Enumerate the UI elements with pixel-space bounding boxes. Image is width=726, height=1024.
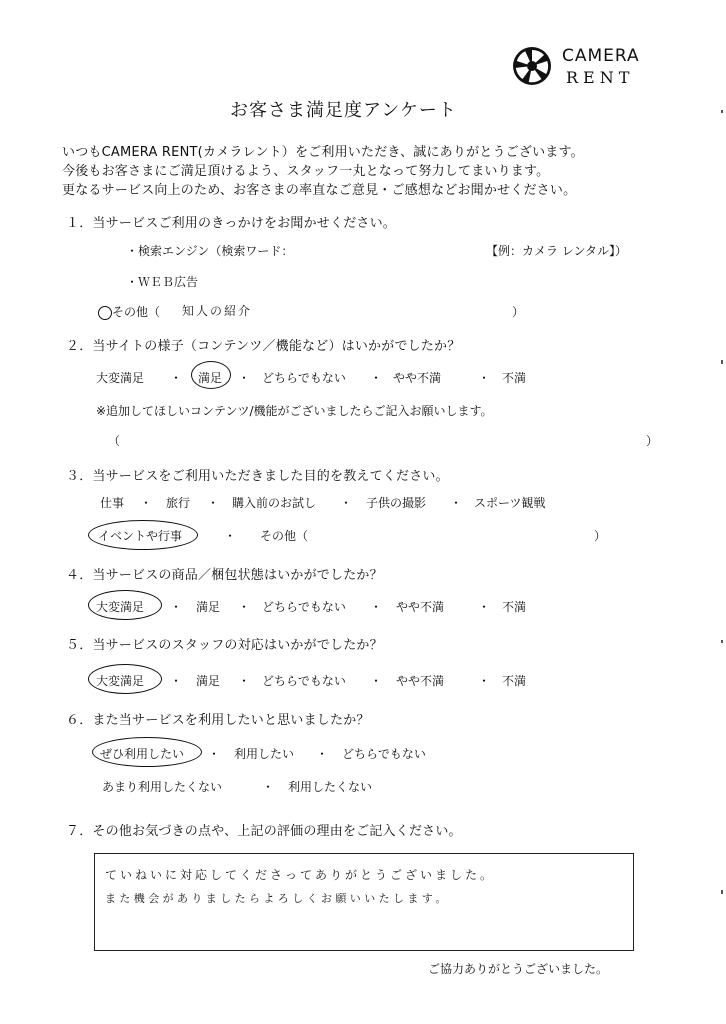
q4-option-satisfied[interactable]: 満足: [196, 600, 221, 614]
q5-option-neutral[interactable]: どちらでもない: [262, 674, 346, 688]
q1-option-search[interactable]: ・検索エンジン（検索ワード：: [126, 244, 294, 258]
camera-aperture-icon: [512, 46, 552, 86]
q1-other-mark: [98, 306, 112, 320]
q3-option-travel[interactable]: 旅行: [166, 496, 191, 510]
comment-box[interactable]: [94, 853, 634, 951]
q2-close-bracket: ）: [646, 434, 659, 448]
q3-option-trial[interactable]: 購入前のお試し: [232, 496, 317, 510]
q1-other-close: ）: [512, 305, 525, 319]
q2-label: ２．当サイトの様子（コンテンツ／機能など）はいかがでしたか？: [66, 339, 461, 354]
q3-option-events[interactable]: イベントや行事: [98, 529, 183, 543]
q7-label: ７．その他お気づきの点や、上記の評価の理由をご記入ください。: [66, 824, 462, 839]
q5-option-very-satisfied[interactable]: 大変満足: [96, 674, 145, 688]
intro-line-3: 更なるサービス向上のため、お客さまの率直なご意見・ご感想などお聞かせください。: [62, 183, 577, 198]
q3-label: ３．当サービスをご利用いただきました目的を教えてください。: [66, 469, 449, 484]
q2-option-satisfied[interactable]: 満足: [198, 371, 223, 385]
scan-artifact: [721, 640, 723, 643]
q4-option-very-satisfied[interactable]: 大変満足: [96, 600, 145, 614]
q6-option-yes[interactable]: 利用したい: [234, 747, 295, 761]
comment-line-2: また機会がありましたらよろしくお願いいたします。: [105, 892, 450, 905]
q4-option-dissatisfied[interactable]: 不満: [502, 600, 527, 614]
intro-line-2: 今後もお客さまにご満足頂けるよう、スタッフ一丸となって努力してまいります。: [62, 164, 550, 179]
q1-option-other[interactable]: その他（: [112, 305, 161, 319]
intro-line-1: いつもCAMERA RENT(カメラレント）をご利用いただき、誠にありがとうございます。: [62, 145, 584, 160]
q5-option-dissatisfied[interactable]: 不満: [502, 674, 527, 688]
scan-artifact: [721, 110, 723, 113]
comment-line-1: ていねいに対応してくださってありがとうございました。: [105, 868, 496, 882]
q4-option-neutral[interactable]: どちらでもない: [262, 600, 346, 614]
q6-option-not-really[interactable]: あまり利用したくない: [102, 780, 223, 794]
scan-artifact: [721, 890, 723, 894]
page-title: お客さま満足度アンケート: [230, 100, 457, 121]
q5-option-satisfied[interactable]: 満足: [196, 674, 221, 688]
scan-artifact: [721, 360, 723, 364]
q6-option-definitely[interactable]: ぜひ利用したい: [100, 747, 185, 761]
q2-option-neutral[interactable]: どちらでもない: [262, 371, 346, 385]
q6-option-no[interactable]: 利用したくない: [288, 780, 373, 794]
q1-label: １．当サービスご利用のきっかけをお聞かせください。: [66, 216, 397, 231]
q2-option-very-satisfied[interactable]: 大変満足: [96, 371, 145, 385]
q5-option-somewhat-dissatisfied[interactable]: やや不満: [396, 674, 445, 688]
footer-thanks: ご協力ありがとうございました。: [428, 962, 609, 976]
q2-option-somewhat-dissatisfied[interactable]: やや不満: [393, 371, 442, 385]
q4-label: ４．当サービスの商品／梱包状態はいかがでしたか？: [66, 568, 383, 583]
q3-option-other[interactable]: その他（: [260, 529, 309, 543]
q1-other-answer: 知人の紹介: [182, 304, 253, 318]
q6-label: ６．また当サービスを利用したいと思いましたか？: [66, 713, 370, 728]
q6-option-neutral[interactable]: どちらでもない: [342, 747, 426, 761]
q3-option-sports[interactable]: スポーツ観戦: [474, 496, 546, 510]
q2-option-dissatisfied[interactable]: 不満: [502, 371, 527, 385]
q2-open-bracket: （: [108, 434, 121, 448]
brand-name-line1: CAMERA: [562, 46, 640, 66]
brand-name-line2: RENT: [566, 68, 635, 87]
q4-option-somewhat-dissatisfied[interactable]: やや不満: [396, 600, 445, 614]
q5-label: ５．当サービスのスタッフの対応はいかがでしたか？: [66, 638, 383, 653]
q2-note: ※追加してほしいコンテンツ/機能がございましたらご記入お願いします。: [96, 404, 493, 418]
q3-close-bracket: ）: [594, 529, 607, 543]
q1-option-web[interactable]: ・ＷＥＢ広告: [126, 275, 199, 289]
q1-search-example: 【例：カメラ レンタル】）: [486, 244, 628, 258]
q3-option-kids[interactable]: 子供の撮影: [366, 496, 427, 510]
q3-option-work[interactable]: 仕事: [100, 496, 125, 510]
